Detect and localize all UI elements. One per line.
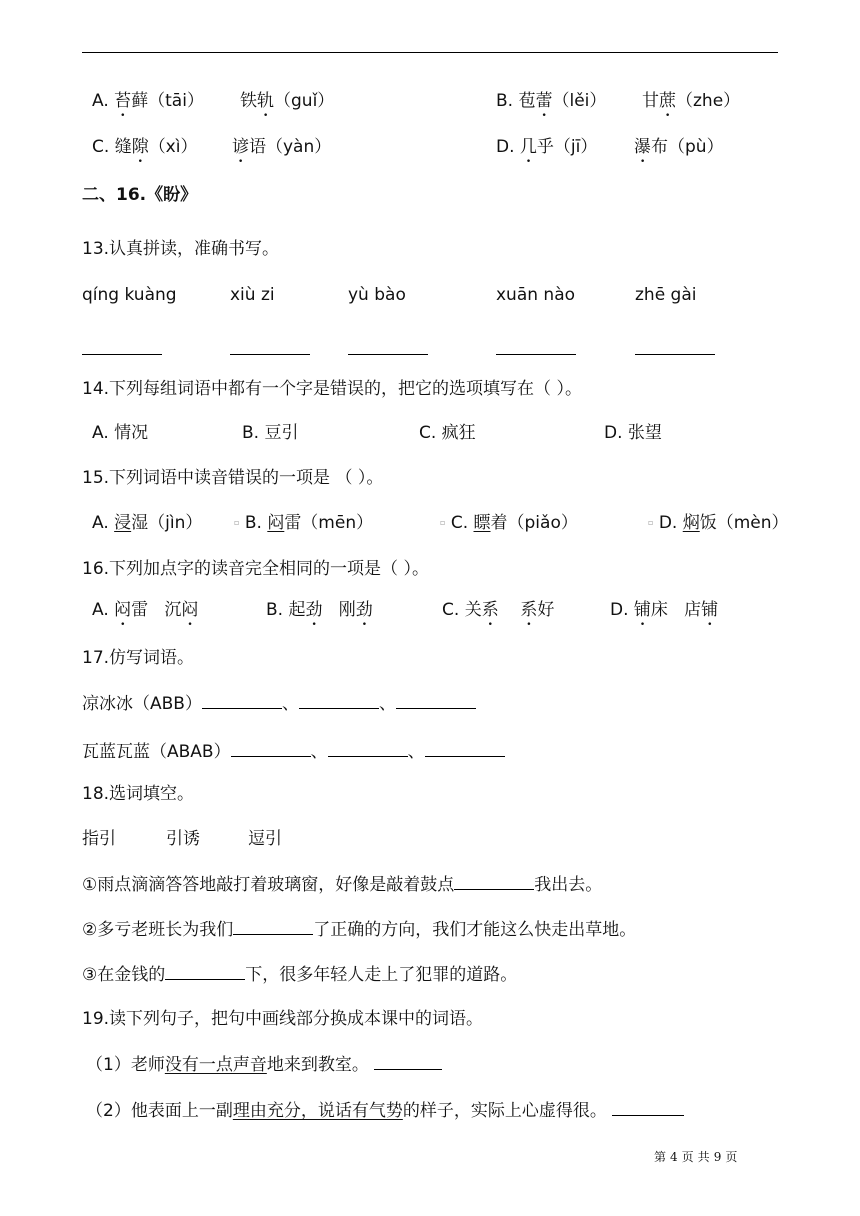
- q18-choice-3: 逗引: [248, 829, 282, 849]
- q18-blank-2[interactable]: [233, 916, 313, 935]
- q17-stem: 17.仿写词语。: [82, 648, 195, 668]
- q13-pinyin-5: zhē gài: [635, 285, 697, 305]
- q18-stem: 18.选词填空。: [82, 784, 195, 804]
- q12-option-a: A. 苔藓（tāi）: [92, 91, 204, 111]
- q15-option-d: ▫ D. 焖饭（mèn）: [648, 513, 789, 533]
- q13-pinyin-4: xuān nào: [496, 285, 576, 305]
- page-number: 4: [670, 1150, 678, 1164]
- q13-answer-blank-2[interactable]: [230, 336, 310, 355]
- q17-blank-3[interactable]: [396, 690, 476, 709]
- q12-option-b: B. 苞蕾（lěi）: [496, 91, 607, 111]
- q14-option-a: A. 情况: [92, 423, 149, 443]
- q18-blank-3[interactable]: [165, 961, 245, 980]
- total-pages: 9: [713, 1150, 722, 1164]
- q17-blank-1[interactable]: [202, 690, 282, 709]
- q16-option-b: B. 起劲 刚劲: [266, 600, 373, 620]
- q13-pinyin-1: qíng kuàng: [82, 285, 177, 305]
- bullet-marker-icon: ▫: [440, 518, 446, 527]
- bullet-marker-icon: ▫: [234, 518, 240, 527]
- q12-option-d: D. 几乎（jī）: [496, 137, 598, 157]
- q16-option-d: D. 铺床 店铺: [610, 600, 719, 620]
- bullet-marker-icon: ▫: [648, 518, 654, 527]
- q15-stem: 15.下列词语中读音错误的一项是 （ ）。: [82, 468, 384, 488]
- q12-option-c-word2: 谚语（yàn）: [232, 137, 332, 157]
- q13-answer-blank-1[interactable]: [82, 336, 162, 355]
- q13-stem: 13.认真拼读，准确书写。: [82, 239, 280, 259]
- q16-stem: 16.下列加点字的读音完全相同的一项是（ ）。: [82, 559, 429, 579]
- q17-blank-5[interactable]: [328, 738, 408, 757]
- section-heading: 二、16.《盼》: [82, 185, 198, 205]
- q13-answer-blank-5[interactable]: [635, 336, 715, 355]
- q19-stem: 19.读下列句子，把句中画线部分换成本课中的词语。: [82, 1009, 484, 1029]
- q19-blank-2[interactable]: [612, 1097, 684, 1116]
- q19-sentence-2: （2）他表面上一副理由充分，说话有气势的样子，实际上心虚得很。: [86, 1097, 684, 1123]
- page-footer: 第 4 页 共 9 页: [654, 1150, 738, 1164]
- q17-blank-2[interactable]: [299, 690, 379, 709]
- q13-pinyin-3: yù bào: [348, 285, 406, 305]
- q19-blank-1[interactable]: [374, 1051, 442, 1070]
- q17-line-2: 瓦蓝瓦蓝（ABAB） 、 、: [82, 738, 505, 764]
- q18-sentence-1: ①雨点滴滴答答地敲打着玻璃窗，好像是敲着鼓点 我出去。: [82, 871, 602, 897]
- q14-option-c: C. 疯狂: [419, 423, 476, 443]
- q18-sentence-2: ②多亏老班长为我们 了正确的方向，我们才能这么快走出草地。: [82, 916, 636, 942]
- q12-option-a-word2: 铁轨（guǐ）: [240, 91, 335, 111]
- q16-option-c: C. 关系 系好: [442, 600, 555, 620]
- q14-option-b: B. 豆引: [242, 423, 299, 443]
- q13-answer-blank-4[interactable]: [496, 336, 576, 355]
- header-rule: [82, 52, 778, 53]
- q15-option-a: A. 浸湿（jìn）: [92, 513, 203, 533]
- q12-option-c: C. 缝隙（xì）: [92, 137, 198, 157]
- q17-blank-4[interactable]: [231, 738, 311, 757]
- q18-choice-1: 指引: [82, 829, 116, 849]
- q16-option-a: A. 闷雷 沉闷: [92, 600, 199, 620]
- q18-sentence-3: ③在金钱的 下，很多年轻人走上了犯罪的道路。: [82, 961, 517, 987]
- q12-option-d-word2: 瀑布（pù）: [634, 137, 724, 157]
- q12-option-b-word2: 甘蔗（zhe）: [642, 91, 741, 111]
- q18-blank-1[interactable]: [454, 871, 534, 890]
- q15-option-b: ▫ B. 闷雷（mēn）: [234, 513, 374, 533]
- q17-blank-6[interactable]: [425, 738, 505, 757]
- q19-sentence-1: （1）老师没有一点声音地来到教室。: [86, 1051, 442, 1077]
- q15-option-c: ▫ C. 瞟着（piǎo）: [440, 513, 578, 533]
- q13-pinyin-2: xiù zi: [230, 285, 275, 305]
- q13-answer-blank-3[interactable]: [348, 336, 428, 355]
- q14-option-d: D. 张望: [604, 423, 662, 443]
- q14-stem: 14.下列每组词语中都有一个字是错误的，把它的选项填写在（ ）。: [82, 379, 582, 399]
- q17-line-1: 凉冰冰（ABB） 、 、: [82, 690, 476, 716]
- q18-choice-2: 引诱: [166, 829, 200, 849]
